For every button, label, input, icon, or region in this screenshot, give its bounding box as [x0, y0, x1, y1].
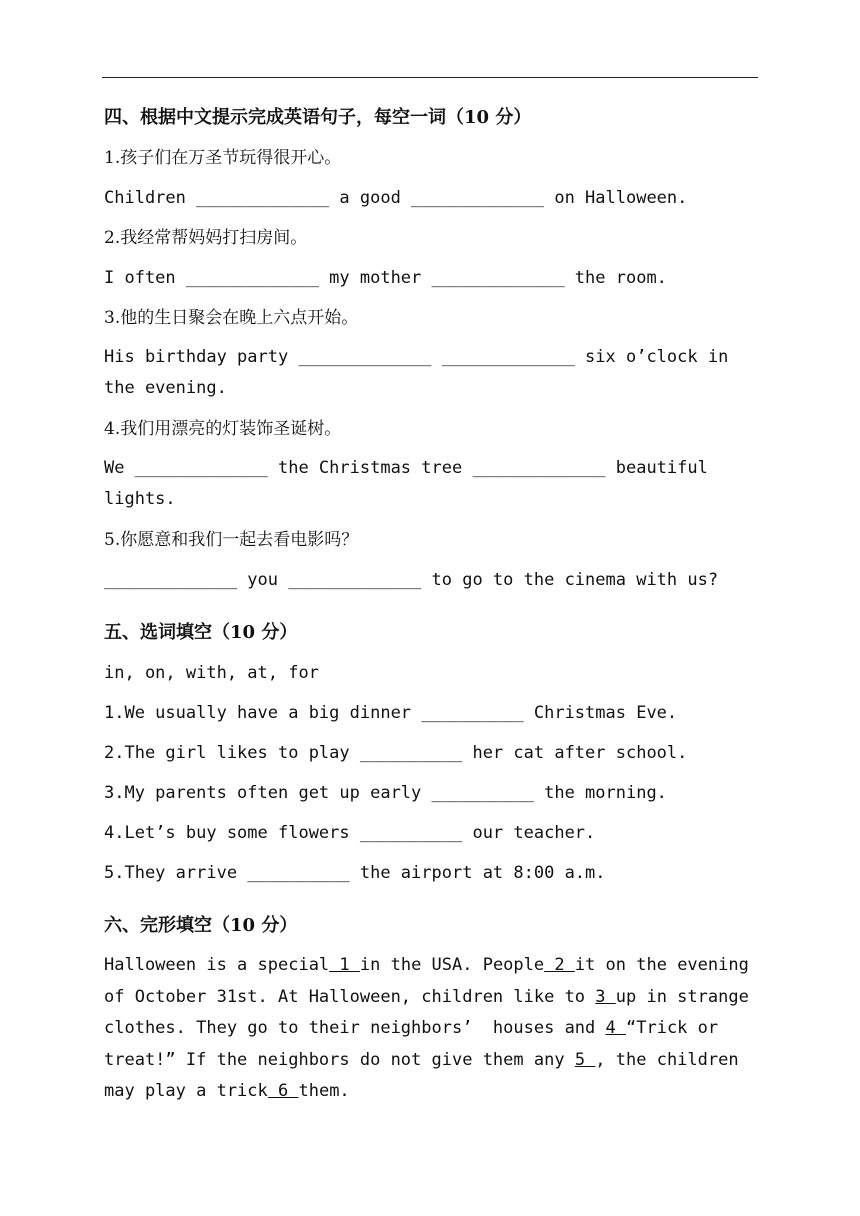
s5-q4: 4.Let’s buy some flowers __________ our teacher.	[104, 823, 596, 843]
s4-q4-chinese: 4.我们用漂亮的灯装饰圣诞树。	[104, 419, 342, 439]
s4-q5-english: _____________ you _____________ to go to the cinema with us?	[104, 570, 719, 590]
passage-text-4: up in strange clothes. They go to their neighbors’ houses and	[104, 986, 760, 1038]
s5-q2: 2.The girl likes to play __________ her cat after school.	[104, 743, 688, 763]
passage-text-7: them.	[298, 1081, 350, 1101]
blank-5: 5	[574, 1049, 596, 1070]
s4-q5-chinese: 5.你愿意和我们一起去看电影吗？	[104, 530, 359, 550]
passage-text-2: in the USA. People	[359, 955, 545, 975]
s4-q1-chinese: 1.孩子们在万圣节玩得很开心。	[104, 148, 342, 168]
worksheet-content	[104, 98, 760, 1112]
s4-q1-english: Children _____________ a good _____________ on Halloween.	[104, 188, 688, 208]
section-4-heading: 四、根据中文提示完成英语句子，每空一词（10 分）	[104, 107, 532, 128]
s4-q2-english: I often _____________ my mother _____________ the room.	[104, 268, 667, 288]
passage-text-5: “Trick or treat!” If the neighbors do not give them any	[104, 1018, 719, 1070]
section-6-heading: 六、完形填空（10 分）	[104, 915, 298, 936]
passage-text-1: Halloween is a special	[104, 955, 330, 975]
passage-text-3: it on the evening of October 31st. At Halloween, children like to	[104, 955, 749, 1007]
s5-word-bank: in, on, with, at, for	[104, 663, 319, 683]
blank-3: 3	[595, 986, 616, 1007]
s5-q3: 3.My parents often get up early __________ the morning.	[104, 783, 667, 803]
s4-q4-english-line1: We _____________ the Christmas tree _____________ beautiful	[104, 458, 708, 478]
s4-q3-chinese: 3.他的生日聚会在晚上六点开始。	[104, 308, 359, 328]
section-5-heading: 五、选词填空（10 分）	[104, 622, 298, 643]
blank-6: 6	[267, 1081, 299, 1101]
blank-2: 2	[544, 955, 575, 975]
s6-passage	[104, 946, 760, 1112]
s4-q3-english-line1: His birthday party _____________ _____________ six o’clock in	[104, 347, 729, 367]
s5-q1: 1.We usually have a big dinner __________ Christmas Eve.	[104, 703, 678, 723]
s4-q2-chinese: 2.我经常帮妈妈打扫房间。	[104, 228, 308, 248]
passage-text-6: , the children may play a trick	[104, 1049, 739, 1101]
s5-q5: 5.They arrive __________ the airport at 8:00 a.m.	[104, 863, 606, 883]
blank-4: 4	[605, 1018, 626, 1038]
s4-q3-english-line2: the evening.	[104, 378, 227, 398]
top-rule	[102, 77, 758, 78]
blank-1: 1	[329, 955, 360, 975]
s4-q4-english-line2: lights.	[104, 489, 176, 509]
